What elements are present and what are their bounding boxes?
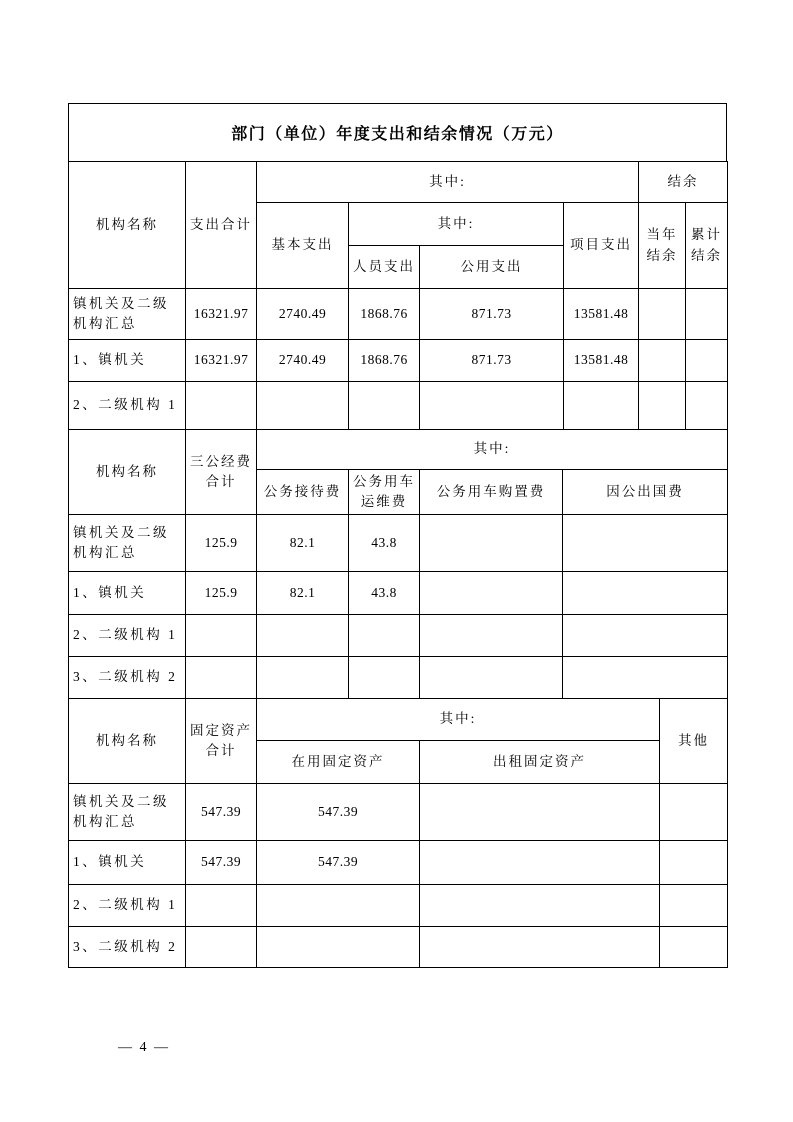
cell-org-name: 镇机关及二级机构汇总 [69,515,186,572]
header-three-public-total-line2: 合计 [205,474,237,489]
expenditure-row-town [69,340,728,382]
cell-reception [257,657,349,699]
cell-public: 871.73 [420,340,564,382]
header-current-balance-line2: 结余 [646,247,678,263]
fixed-assets-row-secondary-1 [69,885,728,927]
cell-total: 125.9 [186,572,257,615]
cell-reception [257,615,349,657]
cell-in-use: 547.39 [257,784,420,841]
header-org-name: 机构名称 [69,430,186,515]
cell-basic [257,382,349,430]
header-of-which: 其中: [257,699,660,741]
header-expenditure-total: 支出合计 [186,162,257,289]
cell-overseas-trips [563,572,728,615]
fixed-assets-row-summary [69,784,728,841]
cell-vehicle-maintenance: 43.8 [349,515,420,572]
header-other: 其他 [660,699,728,784]
expenditure-header-row-1 [69,162,728,203]
fixed-assets-table [68,698,728,968]
cell-vehicle-maintenance: 43.8 [349,572,420,615]
cell-personnel: 1868.76 [349,340,420,382]
header-fixed-assets-total-line2: 合计 [205,743,237,758]
cell-org-name: 2、二级机构 1 [69,615,186,657]
cell-basic: 2740.49 [257,340,349,382]
expenditure-table [68,161,728,430]
cell-accumulated-balance [686,382,728,430]
cell-rented-out [420,885,660,927]
cell-personnel: 1868.76 [349,289,420,340]
cell-org-name: 镇机关及二级机构汇总 [69,784,186,841]
header-of-which: 其中: [257,162,639,203]
three-public-row-summary [69,515,728,572]
header-of-which: 其中: [257,430,728,470]
cell-org-name: 3、二级机构 2 [69,927,186,968]
cell-org-name: 2、二级机构 1 [69,382,186,430]
cell-total: 16321.97 [186,289,257,340]
cell-vehicle-maintenance [349,657,420,699]
cell-project: 13581.48 [564,289,639,340]
header-vehicle-maintenance-line2: 运维费 [360,494,408,509]
three-public-expenses-table [68,429,728,699]
three-public-row-secondary-2 [69,657,728,699]
cell-total: 547.39 [186,784,257,841]
cell-other [660,927,728,968]
header-project-expenditure: 项目支出 [564,203,639,289]
cell-rented-out [420,841,660,885]
header-fixed-assets-total-line1: 固定资产 [190,722,252,738]
cell-accumulated-balance [686,289,728,340]
header-vehicle-maintenance [349,470,420,515]
header-rented-out-assets: 出租固定资产 [420,741,660,784]
header-official-reception: 公务接待费 [257,470,349,515]
header-of-which-2: 其中: [349,203,564,246]
header-basic-expenditure: 基本支出 [257,203,349,289]
cell-vehicle-purchase [420,615,563,657]
cell-other [660,784,728,841]
header-overseas-trips: 因公出国费 [563,470,728,515]
cell-overseas-trips [563,615,728,657]
cell-public: 871.73 [420,289,564,340]
three-public-row-town [69,572,728,615]
cell-reception: 82.1 [257,572,349,615]
cell-vehicle-maintenance [349,615,420,657]
cell-total [186,927,257,968]
cell-basic: 2740.49 [257,289,349,340]
cell-total: 547.39 [186,841,257,885]
header-in-use-assets: 在用固定资产 [257,741,420,784]
cell-in-use [257,927,420,968]
page-number: — 4 — [118,1040,170,1055]
cell-total [186,885,257,927]
cell-overseas-trips [563,657,728,699]
header-org-name: 机构名称 [69,162,186,289]
cell-org-name: 1、镇机关 [69,340,186,382]
header-balance: 结余 [639,162,728,203]
cell-vehicle-purchase [420,657,563,699]
expenditure-row-secondary-1 [69,382,728,430]
cell-vehicle-purchase [420,515,563,572]
fixed-assets-row-town [69,841,728,885]
header-vehicle-purchase: 公务用车购置费 [420,470,563,515]
cell-rented-out [420,784,660,841]
cell-org-name: 3、二级机构 2 [69,657,186,699]
cell-current-balance [639,340,686,382]
cell-current-balance [639,289,686,340]
cell-other [660,885,728,927]
cell-project: 13581.48 [564,340,639,382]
budget-table [68,103,727,968]
cell-org-name: 镇机关及二级机构汇总 [69,289,186,340]
header-vehicle-maintenance-line1: 公务用车 [353,473,415,489]
header-org-name: 机构名称 [69,699,186,784]
cell-project [564,382,639,430]
cell-in-use [257,885,420,927]
cell-total [186,615,257,657]
header-current-balance [639,203,686,289]
cell-total: 125.9 [186,515,257,572]
header-three-public-total [186,430,257,515]
cell-rented-out [420,927,660,968]
cell-reception: 82.1 [257,515,349,572]
expenditure-row-summary [69,289,728,340]
cell-in-use: 547.39 [257,841,420,885]
header-accumulated-balance-line1: 累计 [691,227,723,243]
header-current-balance-line1: 当年 [646,227,678,243]
header-accumulated-balance [686,203,728,289]
cell-org-name: 2、二级机构 1 [69,885,186,927]
header-accumulated-balance-line2: 结余 [691,247,723,263]
three-public-header-row-1 [69,430,728,470]
cell-vehicle-purchase [420,572,563,615]
cell-org-name: 1、镇机关 [69,572,186,615]
cell-total [186,657,257,699]
cell-current-balance [639,382,686,430]
cell-overseas-trips [563,515,728,572]
header-public-expenditure: 公用支出 [420,246,564,289]
cell-accumulated-balance [686,340,728,382]
cell-org-name: 1、镇机关 [69,841,186,885]
three-public-row-secondary-1 [69,615,728,657]
header-personnel-expenditure: 人员支出 [349,246,420,289]
fixed-assets-row-secondary-2 [69,927,728,968]
cell-public [420,382,564,430]
page-title: 部门（单位）年度支出和结余情况（万元） [68,103,727,162]
cell-other [660,841,728,885]
cell-total: 16321.97 [186,340,257,382]
fixed-assets-header-row-1 [69,699,728,741]
header-three-public-total-line1: 三公经费 [190,453,252,469]
header-fixed-assets-total [186,699,257,784]
cell-total [186,382,257,430]
cell-personnel [349,382,420,430]
